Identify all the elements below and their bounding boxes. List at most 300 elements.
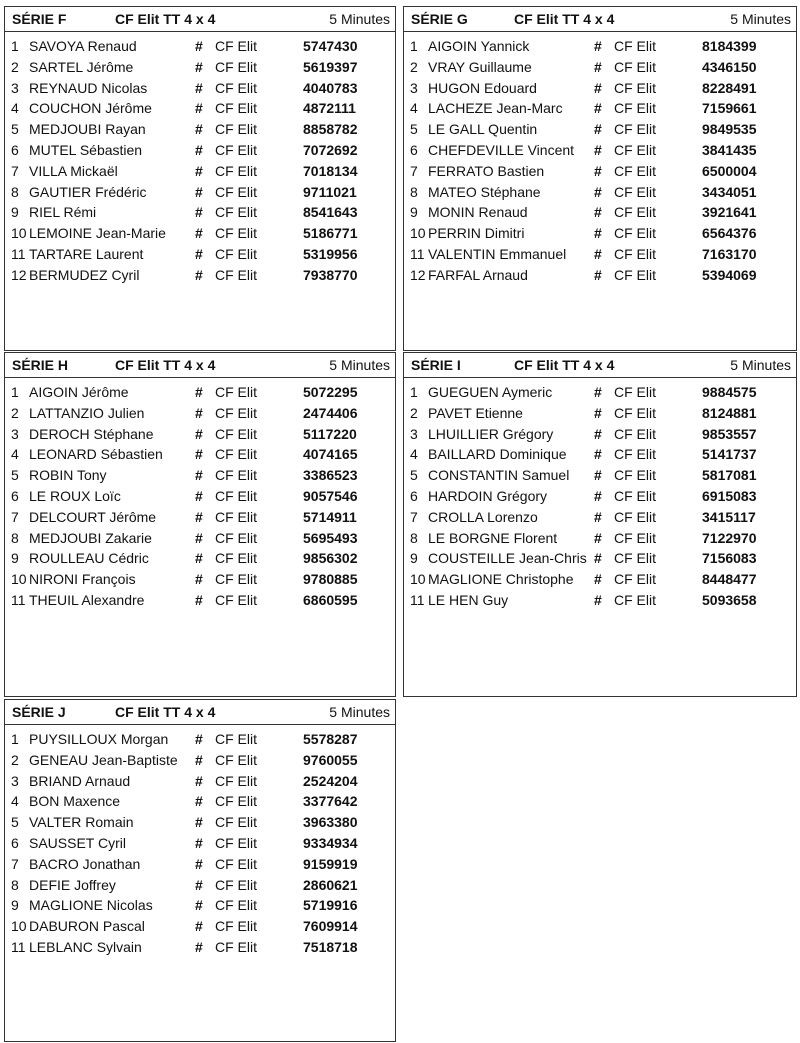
player-row [5,855,395,876]
player-row [5,792,395,813]
hash-mark: # [594,571,602,588]
player-name: MATEO Stéphane [428,183,541,200]
player-licence: 4346150 [702,58,757,75]
serie-j-panel [4,699,396,1042]
serie-club-format: CF Elit TT 4 x 4 [115,357,216,373]
player-row [5,896,395,917]
player-licence: 5141737 [702,446,757,463]
player-licence: 8184399 [702,38,757,54]
player-club: CF Elit [215,897,257,914]
serie-club-format: CF Elit TT 4 x 4 [115,704,216,720]
player-club: CF Elit [215,814,257,831]
player-club: CF Elit [215,225,257,242]
player-number: 12 [410,266,426,283]
player-row [5,876,395,897]
player-number: 5 [11,467,19,484]
serie-g-panel [403,6,797,351]
hash-mark: # [594,245,602,262]
player-number: 5 [410,121,418,138]
hash-mark: # [594,550,602,567]
player-row [404,404,796,425]
player-licence: 5619397 [303,58,358,75]
player-number: 6 [11,487,19,504]
player-licence: 3841435 [702,141,757,158]
player-licence: 9334934 [303,834,358,851]
player-row [404,570,796,591]
player-club: CF Elit [215,266,257,283]
serie-title: SÉRIE F [12,11,67,27]
hash-mark: # [195,550,203,567]
hash-mark: # [594,58,602,75]
player-club: CF Elit [215,529,257,546]
player-name: BERMUDEZ Cyril [29,266,140,283]
player-name: SAUSSET Cyril [29,834,126,851]
hash-mark: # [594,183,602,200]
player-licence: 8541643 [303,204,358,221]
player-licence: 9884575 [702,384,757,400]
serie-header [404,353,796,378]
hash-mark: # [195,855,203,872]
player-club: CF Elit [614,58,656,75]
hash-mark: # [594,266,602,283]
player-name: BACRO Jonathan [29,855,141,872]
player-number: 6 [11,141,19,158]
hash-mark: # [594,225,602,242]
player-name: PAVET Etienne [428,404,523,421]
player-row [404,529,796,550]
hash-mark: # [594,446,602,463]
player-row [5,141,395,162]
player-club: CF Elit [614,266,656,283]
player-licence: 9159919 [303,855,358,872]
player-licence: 7609914 [303,918,358,935]
hash-mark: # [195,731,203,747]
player-licence: 8448477 [702,571,757,588]
player-row [404,245,796,266]
player-licence: 2860621 [303,876,358,893]
player-club: CF Elit [614,467,656,484]
player-row [404,266,796,287]
player-number: 8 [410,529,418,546]
player-club: CF Elit [215,404,257,421]
player-number: 10 [11,225,27,242]
player-club: CF Elit [614,529,656,546]
player-row [5,730,395,751]
player-row [5,917,395,938]
player-licence: 9057546 [303,487,358,504]
hash-mark: # [195,141,203,158]
serie-club-format: CF Elit TT 4 x 4 [514,357,615,373]
player-number: 2 [11,58,19,75]
player-club: CF Elit [215,772,257,789]
player-row [5,79,395,100]
player-name: PUYSILLOUX Morgan [29,731,169,747]
hash-mark: # [594,204,602,221]
player-name: TARTARE Laurent [29,245,144,262]
player-club: CF Elit [215,487,257,504]
player-number: 8 [11,183,19,200]
player-list [5,730,395,959]
player-number: 6 [410,487,418,504]
serie-header [404,7,796,32]
player-name: MUTEL Sébastien [29,141,143,158]
player-club: CF Elit [614,425,656,442]
player-name: GUEGUEN Aymeric [428,384,553,400]
player-club: CF Elit [215,446,257,463]
player-name: NIRONI François [29,571,136,588]
hash-mark: # [195,918,203,935]
player-row [404,120,796,141]
player-row [5,266,395,287]
player-club: CF Elit [215,876,257,893]
player-name: LE BORGNE Florent [428,529,558,546]
player-name: CROLLA Lorenzo [428,508,538,525]
player-row [404,487,796,508]
player-row [5,58,395,79]
player-number: 11 [410,245,425,262]
serie-duration: 5 Minutes [730,11,791,27]
player-number: 3 [410,79,418,96]
player-licence: 8858782 [303,121,358,138]
player-club: CF Elit [614,38,656,54]
player-row [5,37,395,58]
serie-title: SÉRIE I [411,357,461,373]
player-number: 9 [410,550,418,567]
player-row [5,834,395,855]
player-row [404,445,796,466]
player-club: CF Elit [215,938,257,955]
player-club: CF Elit [614,204,656,221]
player-number: 4 [11,793,19,810]
player-club: CF Elit [215,550,257,567]
player-name: DEROCH Stéphane [29,425,154,442]
player-number: 5 [410,467,418,484]
player-name: GAUTIER Frédéric [29,183,147,200]
player-row [5,404,395,425]
player-number: 1 [410,38,418,54]
player-row [5,203,395,224]
serie-club-format: CF Elit TT 4 x 4 [514,11,615,27]
player-number: 12 [11,266,27,283]
player-number: 6 [11,834,19,851]
player-row [404,141,796,162]
player-row [5,445,395,466]
hash-mark: # [594,591,602,608]
player-club: CF Elit [614,446,656,463]
hash-mark: # [195,425,203,442]
player-name: AIGOIN Yannick [428,38,530,54]
player-number: 10 [410,225,426,242]
player-name: LE HEN Guy [428,591,509,608]
player-row [5,162,395,183]
player-number: 10 [11,571,27,588]
player-club: CF Elit [614,550,656,567]
player-licence: 5072295 [303,384,358,400]
player-number: 3 [11,79,19,96]
serie-duration: 5 Minutes [329,704,390,720]
serie-header [5,7,395,32]
player-name: MONIN Renaud [428,204,528,221]
hash-mark: # [195,446,203,463]
serie-title: SÉRIE H [12,357,69,373]
player-name: LE ROUX Loïc [29,487,121,504]
player-number: 9 [410,204,418,221]
player-row [5,99,395,120]
player-club: CF Elit [614,141,656,158]
hash-mark: # [195,834,203,851]
player-name: VRAY Guillaume [428,58,532,75]
player-licence: 5817081 [702,467,757,484]
player-licence: 5093658 [702,591,757,608]
player-name: LEMOINE Jean-Marie [29,225,166,242]
player-club: CF Elit [614,79,656,96]
player-club: CF Elit [215,918,257,935]
player-row [404,203,796,224]
player-name: CHEFDEVILLE Vincent [428,141,575,158]
player-club: CF Elit [215,384,257,400]
player-name: FARFAL Arnaud [428,266,528,283]
player-licence: 7156083 [702,550,757,567]
player-number: 7 [11,508,19,525]
player-name: FERRATO Bastien [428,162,545,179]
player-club: CF Elit [215,183,257,200]
player-licence: 4074165 [303,446,358,463]
player-name: MEDJOUBI Rayan [29,121,146,138]
player-club: CF Elit [215,100,257,117]
player-club: CF Elit [614,571,656,588]
serie-header [5,353,395,378]
player-number: 2 [11,751,19,768]
player-name: MAGLIONE Nicolas [29,897,153,914]
hash-mark: # [195,79,203,96]
player-number: 5 [11,121,19,138]
player-licence: 4872111 [303,100,356,117]
player-licence: 8124881 [702,404,757,421]
player-number: 11 [11,245,26,262]
player-name: CONSTANTIN Samuel [428,467,570,484]
hash-mark: # [594,529,602,546]
player-row [404,162,796,183]
player-licence: 4040783 [303,79,358,96]
serie-duration: 5 Minutes [329,11,390,27]
player-row [404,383,796,404]
player-number: 10 [11,918,27,935]
hash-mark: # [195,529,203,546]
hash-mark: # [594,162,602,179]
player-licence: 7072692 [303,141,358,158]
player-number: 11 [11,938,26,955]
player-club: CF Elit [215,79,257,96]
player-row [5,751,395,772]
player-number: 4 [410,446,418,463]
player-row [5,570,395,591]
player-licence: 5394069 [702,266,757,283]
hash-mark: # [195,467,203,484]
player-club: CF Elit [614,487,656,504]
player-licence: 5719916 [303,897,358,914]
hash-mark: # [594,404,602,421]
player-club: CF Elit [215,793,257,810]
player-licence: 6860595 [303,591,358,608]
player-club: CF Elit [215,121,257,138]
player-licence: 6915083 [702,487,757,504]
player-number: 2 [11,404,19,421]
player-number: 1 [11,731,19,747]
player-number: 7 [410,508,418,525]
player-row [404,79,796,100]
player-number: 11 [11,591,26,608]
hash-mark: # [195,404,203,421]
hash-mark: # [594,141,602,158]
player-number: 11 [410,591,425,608]
player-row [5,383,395,404]
hash-mark: # [594,487,602,504]
player-name: ROBIN Tony [29,467,107,484]
hash-mark: # [195,772,203,789]
player-licence: 2524204 [303,772,358,789]
player-row [5,772,395,793]
serie-header [5,700,395,725]
player-row [5,508,395,529]
serie-duration: 5 Minutes [730,357,791,373]
player-licence: 2474406 [303,404,358,421]
player-row [404,425,796,446]
player-licence: 6500004 [702,162,757,179]
serie-club-format: CF Elit TT 4 x 4 [115,11,216,27]
player-name: VALTER Romain [29,814,134,831]
player-name: HUGON Edouard [428,79,537,96]
player-row [5,591,395,612]
player-club: CF Elit [215,591,257,608]
player-row [5,120,395,141]
player-club: CF Elit [215,204,257,221]
player-club: CF Elit [614,508,656,525]
player-name: PERRIN Dimitri [428,225,525,242]
serie-title: SÉRIE G [411,11,468,27]
player-club: CF Elit [215,245,257,262]
player-number: 3 [410,425,418,442]
hash-mark: # [195,266,203,283]
player-club: CF Elit [215,834,257,851]
player-row [404,183,796,204]
player-licence: 5578287 [303,731,358,747]
hash-mark: # [195,100,203,117]
hash-mark: # [195,897,203,914]
player-name: LEBLANC Sylvain [29,938,142,955]
player-licence: 3434051 [702,183,757,200]
player-row [5,245,395,266]
player-licence: 5186771 [303,225,358,242]
player-list [404,383,796,612]
player-number: 1 [11,38,19,54]
player-name: THEUIL Alexandre [29,591,145,608]
player-licence: 9853557 [702,425,757,442]
player-licence: 5714911 [303,508,357,525]
player-number: 8 [410,183,418,200]
player-club: CF Elit [215,731,257,747]
player-name: ROULLEAU Cédric [29,550,149,567]
player-number: 4 [410,100,418,117]
hash-mark: # [594,425,602,442]
player-name: GENEAU Jean-Baptiste [29,751,178,768]
player-licence: 3386523 [303,467,358,484]
serie-duration: 5 Minutes [329,357,390,373]
player-row [404,508,796,529]
player-name: VILLA Mickaël [29,162,118,179]
player-club: CF Elit [614,591,656,608]
player-name: BAILLARD Dominique [428,446,567,463]
player-row [404,549,796,570]
player-club: CF Elit [215,425,257,442]
player-row [5,549,395,570]
player-number: 2 [410,404,418,421]
player-name: LATTANZIO Julien [29,404,145,421]
player-row [404,99,796,120]
player-list [5,383,395,612]
player-name: DELCOURT Jérôme [29,508,157,525]
player-club: CF Elit [215,58,257,75]
player-name: MEDJOUBI Zakarie [29,529,152,546]
hash-mark: # [195,876,203,893]
player-licence: 9711021 [303,183,357,200]
player-number: 2 [410,58,418,75]
hash-mark: # [195,938,203,955]
player-club: CF Elit [215,751,257,768]
player-row [5,183,395,204]
hash-mark: # [195,245,203,262]
player-licence: 7159661 [702,100,757,117]
hash-mark: # [195,183,203,200]
player-number: 4 [11,100,19,117]
player-row [404,37,796,58]
player-club: CF Elit [614,225,656,242]
player-list [404,37,796,287]
hash-mark: # [195,162,203,179]
player-number: 3 [11,425,19,442]
player-number: 3 [11,772,19,789]
player-licence: 6564376 [702,225,757,242]
player-number: 1 [410,384,418,400]
player-name: LHUILLIER Grégory [428,425,554,442]
player-club: CF Elit [614,121,656,138]
player-licence: 5695493 [303,529,358,546]
player-licence: 9760055 [303,751,358,768]
player-club: CF Elit [614,100,656,117]
player-row [404,591,796,612]
serie-h-panel [4,352,396,697]
player-name: LE GALL Quentin [428,121,538,138]
player-number: 9 [11,550,19,567]
player-row [5,425,395,446]
player-number: 7 [11,855,19,872]
player-number: 9 [11,897,19,914]
player-club: CF Elit [215,855,257,872]
hash-mark: # [195,38,203,54]
hash-mark: # [195,508,203,525]
player-number: 6 [410,141,418,158]
player-licence: 7163170 [702,245,757,262]
player-number: 7 [11,162,19,179]
player-number: 9 [11,204,19,221]
hash-mark: # [195,487,203,504]
player-name: MAGLIONE Christophe [428,571,574,588]
hash-mark: # [594,121,602,138]
hash-mark: # [195,793,203,810]
hash-mark: # [594,38,602,54]
player-name: SARTEL Jérôme [29,58,134,75]
player-list [5,37,395,287]
player-name: COUCHON Jérôme [29,100,152,117]
